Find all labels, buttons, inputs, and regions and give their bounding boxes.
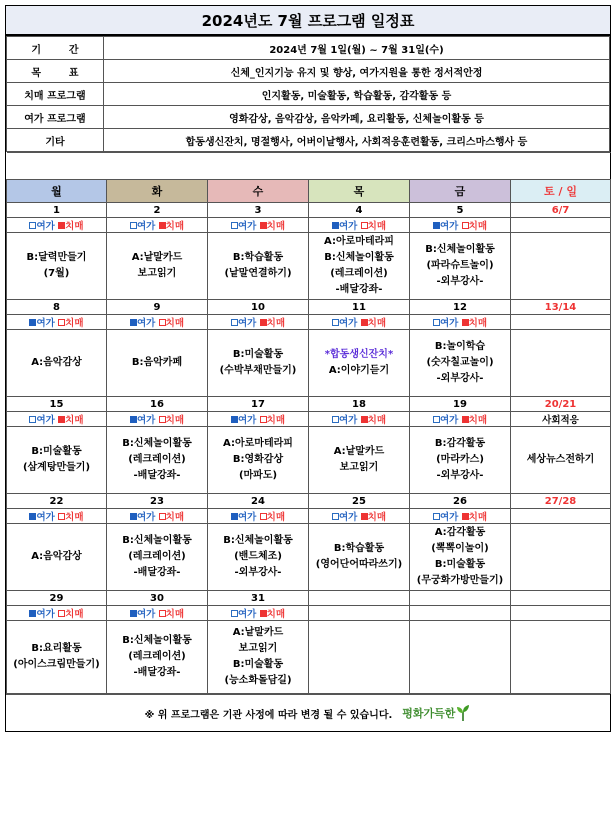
activity-cell: [410, 621, 511, 694]
chimae-checkbox[interactable]: [361, 222, 368, 229]
weekday-5: 토 / 일: [511, 180, 611, 203]
activity-line: B:영화감상: [232, 454, 284, 465]
tag-cell: [208, 315, 309, 330]
tag-cell: [7, 315, 107, 330]
activity-line: A:음악감상: [31, 357, 82, 368]
activity-cell: [208, 233, 309, 300]
yeoga-checkbox[interactable]: [130, 416, 137, 423]
chimae-checkbox[interactable]: [361, 513, 368, 520]
activity-cell: [208, 524, 309, 591]
yeoga-label: 여가: [439, 415, 459, 426]
activity-cell: [309, 233, 410, 300]
yeoga-checkbox[interactable]: [332, 513, 339, 520]
activity-cell: [107, 427, 208, 494]
yeoga-label: 여가: [237, 318, 257, 329]
activity-cell: [511, 233, 611, 300]
tag-cell: [309, 315, 410, 330]
date-cell: 18: [309, 397, 410, 412]
activity-line: (뽁뽁이놀이): [431, 543, 489, 554]
activity-line: (삼계탕만들기): [22, 462, 91, 473]
chimae-label: 치매: [367, 318, 387, 329]
yeoga-label: 여가: [36, 318, 55, 329]
activity-line: (레크레이션): [128, 551, 186, 562]
yeoga-label: 여가: [237, 512, 257, 523]
activity-cell: [511, 330, 611, 397]
activity-cell: [309, 621, 410, 694]
activity-row: [7, 427, 611, 494]
chimae-label: 치매: [367, 221, 387, 232]
chimae-label: 치매: [266, 609, 286, 620]
activity-line: B:감각활동: [434, 438, 486, 449]
chimae-label: 치매: [65, 318, 84, 329]
schedule-sheet: [5, 5, 611, 732]
yeoga-label: 여가: [136, 609, 156, 620]
chimae-label: 치매: [65, 512, 84, 523]
info-row: [7, 129, 610, 152]
activity-line: -배달강좌-: [133, 567, 181, 578]
activity-line: A:아로마테라피: [223, 438, 293, 449]
weekday-0: 월: [7, 180, 107, 203]
date-cell: 4: [309, 203, 410, 218]
activity-cell: [208, 330, 309, 397]
tag-cell: [511, 412, 611, 427]
chimae-label: 치매: [165, 609, 185, 620]
yeoga-label: 여가: [237, 609, 257, 620]
yeoga-label: 여가: [237, 221, 257, 232]
tag-row: [7, 606, 611, 621]
activity-line: (레크레이션): [128, 651, 186, 662]
yeoga-checkbox[interactable]: [130, 319, 137, 326]
tag-cell: [107, 218, 208, 233]
activity-line: B:달력만들기: [26, 252, 87, 263]
date-cell: 15: [7, 397, 107, 412]
chimae-checkbox[interactable]: [462, 319, 469, 326]
chimae-checkbox[interactable]: [260, 319, 267, 326]
date-cell: 20/21: [511, 397, 611, 412]
chimae-label: 치매: [266, 318, 286, 329]
activity-line: -외부강사-: [234, 567, 282, 578]
org-logo: [402, 704, 471, 722]
chimae-label: 치매: [65, 609, 84, 620]
yeoga-label: 여가: [237, 415, 257, 426]
yeoga-checkbox[interactable]: [130, 610, 137, 617]
chimae-label: 치매: [266, 415, 286, 426]
yeoga-checkbox[interactable]: [130, 222, 137, 229]
yeoga-checkbox[interactable]: [433, 416, 440, 423]
yeoga-checkbox[interactable]: [231, 319, 238, 326]
tag-cell: [208, 218, 309, 233]
activity-line: A:낱말카드: [333, 446, 385, 457]
info-label: 치매 프로그램: [7, 83, 104, 106]
weekday-1: 화: [107, 180, 208, 203]
yeoga-label: 여가: [439, 221, 459, 232]
date-cell: 2: [107, 203, 208, 218]
date-cell: 26: [410, 494, 511, 509]
chimae-label: 치매: [468, 221, 488, 232]
tag-cell: [309, 509, 410, 524]
date-cell: 12: [410, 300, 511, 315]
activity-cell: [410, 524, 511, 591]
chimae-label: 치매: [468, 318, 488, 329]
yeoga-label: 여가: [136, 221, 156, 232]
info-row: [7, 60, 610, 83]
activity-line: B:신체놀이활동: [122, 635, 192, 646]
activity-line: (능소화돌담길): [224, 675, 292, 686]
date-cell: 17: [208, 397, 309, 412]
yeoga-label: 여가: [36, 221, 55, 232]
chimae-checkbox[interactable]: [462, 416, 469, 423]
weekend-label: 사회적응: [542, 415, 579, 426]
activity-line: 세상뉴스전하기: [526, 454, 595, 465]
activity-line: B:신체놀이활동: [223, 535, 293, 546]
chimae-checkbox[interactable]: [159, 222, 166, 229]
activity-line: -배달강좌-: [133, 470, 181, 481]
tag-cell: [107, 412, 208, 427]
activity-line: B:미술활동: [232, 659, 284, 670]
tag-cell: [208, 606, 309, 621]
activity-cell: [7, 427, 107, 494]
date-row: [7, 300, 611, 315]
chimae-checkbox[interactable]: [159, 416, 166, 423]
tag-cell: [410, 412, 511, 427]
activity-line: B:학습활동: [232, 252, 284, 263]
tag-cell: [309, 606, 410, 621]
activity-line: (영어단어따라쓰기): [315, 559, 403, 570]
activity-line: B:요리활동: [31, 643, 82, 654]
date-cell: 27/28: [511, 494, 611, 509]
activity-line: B:신체놀이활동: [324, 252, 394, 263]
activity-line: -외부강사-: [436, 373, 484, 384]
tag-cell: [107, 315, 208, 330]
activity-line: 보고읽기: [238, 643, 278, 654]
activity-cell: [107, 524, 208, 591]
activity-line: (7월): [43, 268, 70, 279]
date-cell: [309, 591, 410, 606]
activity-line: (레크레이션): [128, 454, 186, 465]
info-label: 기 간: [7, 37, 104, 60]
info-value: 합동생신잔치, 명절행사, 어버이날행사, 사회적응훈련활동, 크리스마스행사 등: [104, 129, 610, 152]
chimae-checkbox[interactable]: [260, 610, 267, 617]
date-cell: 11: [309, 300, 410, 315]
tag-row: [7, 218, 611, 233]
date-cell: [511, 591, 611, 606]
chimae-label: 치매: [165, 415, 185, 426]
date-cell: 3: [208, 203, 309, 218]
activity-cell: [309, 330, 410, 397]
activity-line: -외부강사-: [436, 276, 484, 287]
activity-line: B:미술활동: [31, 446, 82, 457]
date-cell: 19: [410, 397, 511, 412]
info-table: [6, 36, 610, 152]
info-row: [7, 37, 610, 60]
info-value: 영화감상, 음악감상, 음악카페, 요리활동, 신체놀이활동 등: [104, 106, 610, 129]
activity-cell: [7, 524, 107, 591]
chimae-checkbox[interactable]: [159, 319, 166, 326]
chimae-checkbox[interactable]: [462, 222, 469, 229]
tag-cell: [511, 606, 611, 621]
chimae-checkbox[interactable]: [361, 319, 368, 326]
info-label: 목 표: [7, 60, 104, 83]
date-cell: 30: [107, 591, 208, 606]
info-label: 여가 프로그램: [7, 106, 104, 129]
activity-cell: [107, 233, 208, 300]
yeoga-label: 여가: [338, 415, 358, 426]
chimae-label: 치매: [65, 221, 84, 232]
chimae-label: 치매: [65, 415, 84, 426]
tag-row: [7, 509, 611, 524]
date-cell: 16: [107, 397, 208, 412]
yeoga-checkbox[interactable]: [433, 513, 440, 520]
activity-line: B:놀이학습: [434, 341, 486, 352]
weekday-2: 수: [208, 180, 309, 203]
spacer-row: [7, 153, 611, 180]
info-row: [7, 106, 610, 129]
activity-line: -배달강좌-: [335, 284, 383, 295]
chimae-checkbox[interactable]: [260, 222, 267, 229]
date-row: [7, 494, 611, 509]
chimae-checkbox[interactable]: [159, 610, 166, 617]
activity-cell: [7, 233, 107, 300]
chimae-label: 치매: [165, 318, 185, 329]
tag-row: [7, 412, 611, 427]
yeoga-label: 여가: [338, 318, 358, 329]
chimae-label: 치매: [367, 512, 387, 523]
activity-row: [7, 524, 611, 591]
yeoga-label: 여가: [338, 221, 358, 232]
activity-cell: [511, 427, 611, 494]
tag-cell: [208, 509, 309, 524]
activity-line: A:아로마테라피: [324, 236, 394, 247]
date-cell: 29: [7, 591, 107, 606]
activity-cell: [309, 427, 410, 494]
yeoga-checkbox[interactable]: [231, 513, 238, 520]
activity-cell: [410, 427, 511, 494]
yeoga-label: 여가: [36, 512, 55, 523]
calendar-table: [6, 152, 611, 694]
date-cell: 22: [7, 494, 107, 509]
activity-line: B:신체놀이활동: [122, 535, 192, 546]
footer-note: ※ 위 프로그램은 기관 사정에 따라 변경 될 수 있습니다.: [144, 709, 393, 721]
info-label: 기타: [7, 129, 104, 152]
activity-line: (낱말연결하기): [224, 268, 292, 279]
tag-cell: [309, 412, 410, 427]
tag-cell: [410, 315, 511, 330]
info-value: 인지활동, 미술활동, 학습활동, 감각활동 등: [104, 83, 610, 106]
yeoga-checkbox[interactable]: [433, 222, 440, 229]
activity-row: [7, 233, 611, 300]
date-cell: 25: [309, 494, 410, 509]
activity-cell: [511, 524, 611, 591]
activity-line: (밴드체조): [234, 551, 282, 562]
yeoga-checkbox[interactable]: [130, 513, 137, 520]
date-cell: 9: [107, 300, 208, 315]
activity-cell: [410, 330, 511, 397]
yeoga-checkbox[interactable]: [332, 222, 339, 229]
activity-line: A:낱말카드: [131, 252, 183, 263]
sprout-icon: [455, 704, 471, 722]
tag-cell: [7, 606, 107, 621]
yeoga-label: 여가: [136, 512, 156, 523]
info-value: 신체_인지기능 유지 및 향상, 여가지원을 통한 정서적안정: [104, 60, 610, 83]
chimae-checkbox[interactable]: [361, 416, 368, 423]
footer: [6, 694, 610, 731]
date-cell: 10: [208, 300, 309, 315]
activity-line: B:신체놀이활동: [122, 438, 192, 449]
activity-cell: [7, 330, 107, 397]
chimae-label: 치매: [266, 221, 286, 232]
yeoga-checkbox[interactable]: [231, 416, 238, 423]
activity-line: (아이스크림만들기): [13, 659, 100, 670]
activity-line: 보고읽기: [137, 268, 177, 279]
tag-cell: [410, 218, 511, 233]
date-row: [7, 397, 611, 412]
activity-cell: [511, 621, 611, 694]
date-cell: 24: [208, 494, 309, 509]
yeoga-label: 여가: [439, 318, 459, 329]
chimae-checkbox[interactable]: [260, 513, 267, 520]
tag-cell: [208, 412, 309, 427]
activity-line: A:음악감상: [31, 551, 82, 562]
chimae-label: 치매: [165, 221, 185, 232]
weekday-3: 목: [309, 180, 410, 203]
activity-line: A:낱말카드: [232, 627, 284, 638]
tag-cell: [7, 412, 107, 427]
activity-line: (마라카스): [436, 454, 484, 465]
date-cell: 8: [7, 300, 107, 315]
tag-cell: [410, 606, 511, 621]
yeoga-checkbox[interactable]: [231, 222, 238, 229]
activity-line: *합동생신잔치*: [324, 349, 394, 360]
activity-line: A:이야기듣기: [328, 365, 390, 376]
activity-line: (파라슈트놀이): [426, 260, 494, 271]
yeoga-label: 여가: [439, 512, 459, 523]
tag-cell: [410, 509, 511, 524]
date-cell: 5: [410, 203, 511, 218]
weekday-4: 금: [410, 180, 511, 203]
logo-text: 평화가득한: [402, 707, 456, 720]
tag-cell: [511, 218, 611, 233]
activity-line: B:신체놀이활동: [425, 244, 495, 255]
activity-line: B:학습활동: [333, 543, 385, 554]
chimae-checkbox[interactable]: [159, 513, 166, 520]
chimae-label: 치매: [266, 512, 286, 523]
activity-cell: [107, 330, 208, 397]
tag-cell: [511, 509, 611, 524]
date-cell: 1: [7, 203, 107, 218]
activity-row: [7, 330, 611, 397]
info-row: [7, 83, 610, 106]
activity-line: (숫자칠교놀이): [426, 357, 494, 368]
activity-line: (레크레이션): [330, 268, 388, 279]
chimae-label: 치매: [165, 512, 185, 523]
activity-cell: [107, 621, 208, 694]
date-cell: 13/14: [511, 300, 611, 315]
date-cell: [410, 591, 511, 606]
activity-line: (무궁화가방만들기): [416, 575, 504, 586]
activity-line: A:감각활동: [434, 527, 486, 538]
chimae-checkbox[interactable]: [260, 416, 267, 423]
chimae-label: 치매: [468, 512, 488, 523]
activity-line: B:음악카페: [131, 357, 183, 368]
yeoga-label: 여가: [36, 415, 55, 426]
activity-line: B:미술활동: [434, 559, 486, 570]
yeoga-checkbox[interactable]: [332, 319, 339, 326]
tag-row: [7, 315, 611, 330]
activity-cell: [208, 427, 309, 494]
activity-line: (수박부채만들기): [219, 365, 297, 376]
weekday-header: [7, 180, 611, 203]
chimae-label: 치매: [468, 415, 488, 426]
activity-cell: [309, 524, 410, 591]
activity-cell: [208, 621, 309, 694]
activity-line: 보고읽기: [339, 462, 379, 473]
yeoga-label: 여가: [36, 609, 55, 620]
activity-line: B:미술활동: [232, 349, 284, 360]
date-cell: 31: [208, 591, 309, 606]
chimae-label: 치매: [367, 415, 387, 426]
page-title: 2024년도 7월 프로그램 일정표: [6, 6, 610, 36]
yeoga-label: 여가: [136, 415, 156, 426]
tag-cell: [309, 218, 410, 233]
activity-row: [7, 621, 611, 694]
info-value: 2024년 7월 1일(월) ~ 7월 31일(수): [104, 37, 610, 60]
yeoga-checkbox[interactable]: [433, 319, 440, 326]
tag-cell: [7, 509, 107, 524]
activity-line: -배달강좌-: [133, 667, 181, 678]
activity-cell: [410, 233, 511, 300]
tag-cell: [107, 509, 208, 524]
tag-cell: [511, 315, 611, 330]
activity-line: -외부강사-: [436, 470, 484, 481]
tag-cell: [7, 218, 107, 233]
yeoga-checkbox[interactable]: [332, 416, 339, 423]
yeoga-label: 여가: [136, 318, 156, 329]
tag-cell: [107, 606, 208, 621]
chimae-checkbox[interactable]: [462, 513, 469, 520]
activity-line: (마파도): [238, 470, 278, 481]
yeoga-checkbox[interactable]: [231, 610, 238, 617]
date-row: [7, 203, 611, 218]
date-cell: 6/7: [511, 203, 611, 218]
date-cell: 23: [107, 494, 208, 509]
yeoga-label: 여가: [338, 512, 358, 523]
activity-cell: [7, 621, 107, 694]
date-row: [7, 591, 611, 606]
